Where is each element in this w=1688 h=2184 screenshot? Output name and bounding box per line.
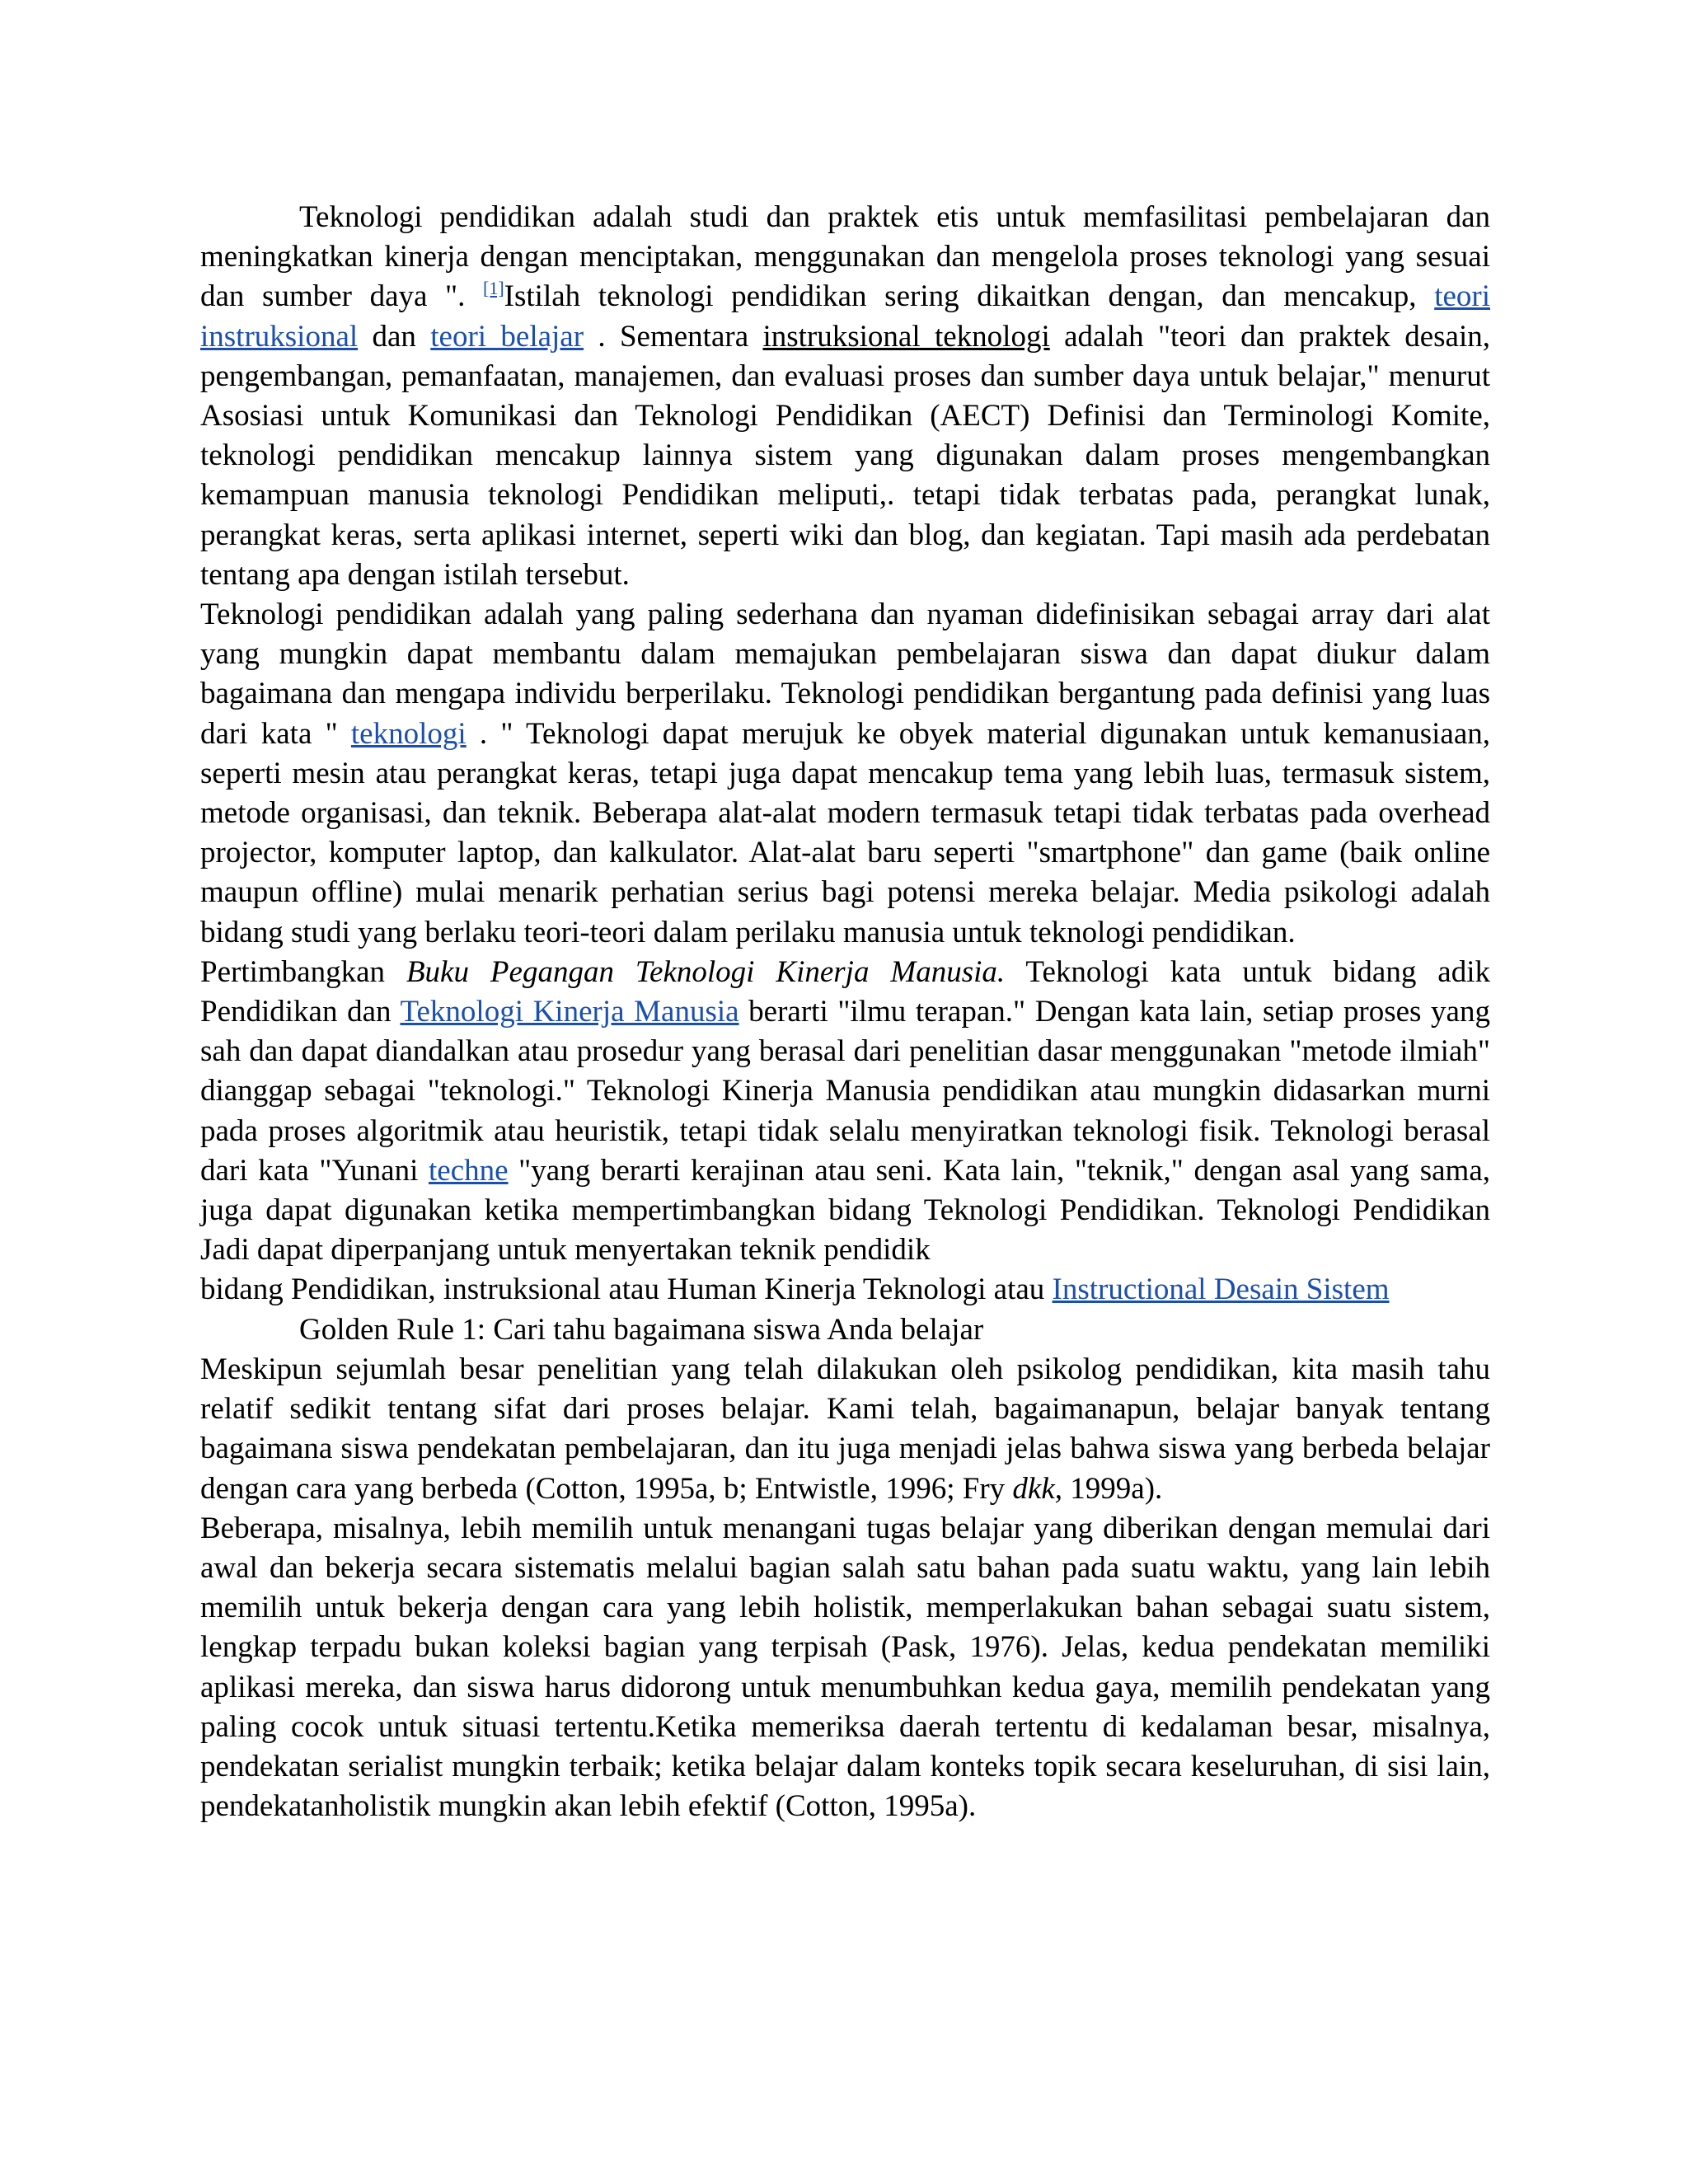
paragraph-text: dan — [358, 319, 431, 354]
paragraph-learning — [200, 1350, 1490, 1509]
paragraph-text: bidang Pendidikan, instruksional atau Human Kinerja Teknologi atau — [200, 1272, 1053, 1307]
link-teori-instruksional[interactable]: teori instruksional — [200, 279, 1490, 354]
paragraph-text: Pertimbangkan — [200, 954, 406, 989]
paragraph-text: Meskipun sejumlah besar penelitian yang telah dilakukan oleh psikolog pendidikan, kita masih tahu relatif sedikit tentang sifat dari proses belajar. Kami telah, bagaimanapun, belajar banyak tentang bagaimana siswa pendekatan pembelajaran, dan itu juga menjadi jelas bahwa siswa yang berbeda belajar dengan cara yang berbeda (Cotton, 1995a, b; Entwistle, 1996; Fry — [200, 1352, 1490, 1506]
document-body — [200, 198, 1490, 1826]
paragraph-definition — [200, 198, 1490, 595]
paragraph-text: 1999a). — [1062, 1471, 1163, 1506]
paragraph-approaches — [200, 1509, 1490, 1827]
underlined-term: instruksional teknologi — [762, 319, 1050, 354]
paragraph-text: . " Teknologi dapat merujuk ke obyek material digunakan untuk kemanusiaan, seperti mesin atau perangkat keras, tetapi juga dapat mencakup tema yang lebih luas, termasuk sistem, metode organisasi, dan teknik. Beberapa alat-alat modern termasuk tetapi tidak terbatas pada overhead projector, komputer laptop, dan kalkulator. Alat-alat baru seperti "smartphone" dan game (baik online maupun offline) mulai menarik perhatian serius bagi potensi mereka belajar. Media psikologi adalah bidang studi yang berlaku teori-teori dalam perilaku manusia untuk teknologi pendidikan. — [200, 716, 1490, 949]
link-instructional-desain-sistem[interactable]: Instructional Desain Sistem — [1052, 1272, 1390, 1307]
book-title: Buku Pegangan Teknologi Kinerja Manusia. — [406, 954, 1006, 989]
link-techne[interactable]: techne — [429, 1153, 509, 1188]
paragraph-text: Teknologi kata untuk bidang adik Pendidikan dan — [200, 954, 1490, 1029]
paragraph-text: Teknologi pendidikan adalah studi dan praktek etis untuk memfasilitasi pembelajaran dan meningkatkan kinerja dengan menciptakan, menggunakan dan mengelola proses teknologi yang sesuai dan sumber daya ". — [200, 200, 1490, 314]
footnote-ref — [483, 278, 504, 298]
paragraph-text: "yang berarti kerajinan atau seni. Kata lain, "teknik," dengan asal yang sama, juga dapat digunakan ketika mempertimbangkan bidang Teknologi Pendidikan. Teknologi Pendidikan Jadi dapat diperpanjang untuk menyertakan teknik pendidik — [200, 1153, 1490, 1268]
italic-abbrev: dkk, — [1012, 1471, 1063, 1506]
paragraph-field — [200, 1270, 1490, 1310]
paragraph-text: Teknologi pendidikan adalah yang paling sederhana dan nyaman didefinisikan sebagai array dari alat yang mungkin dapat membantu dalam memajukan pembelajaran siswa dan dapat diukur dalam bagaimana dan mengapa individu berperilaku. Teknologi pendidikan bergantung pada definisi yang luas dari kata " — [200, 598, 1490, 751]
link-teknologi-kinerja-manusia[interactable]: Teknologi Kinerja Manusia — [400, 995, 739, 1029]
paragraph-tools — [200, 595, 1490, 953]
paragraph-text: adalah "teori dan praktek desain, pengembangan, pemanfaatan, manajemen, dan evaluasi proses dan sumber daya untuk belajar," menurut Asosiasi untuk Komunikasi dan Teknologi Pendidikan (AECT) Definisi dan Terminologi Komite, teknologi pendidikan mencakup lainnya sistem yang digunakan dalam proses mengembangkan kemampuan manusia teknologi Pendidikan meliputi,. tetapi tidak terbatas pada, perangkat lunak, perangkat keras, serta aplikasi internet, seperti wiki dan blog, dan kegiatan. Tapi masih ada perdebatan tentang apa dengan istilah tersebut. — [200, 319, 1490, 592]
footnote-link[interactable]: [1] — [483, 278, 504, 299]
link-teknologi[interactable]: teknologi — [350, 716, 467, 751]
paragraph-handbook — [200, 953, 1490, 1271]
paragraph-text: berarti "ilmu terapan." Dengan kata lain, setiap proses yang sah dan dapat diandalkan atau prosedur yang berasal dari penelitian dasar menggunakan "metode ilmiah" dianggap sebagai "teknologi." Teknologi Kinerja Manusia pendidikan atau mungkin didasarkan murni pada proses algoritmik atau heuristik, tetapi tidak selalu menyiratkan teknologi fisik. Teknologi berasal dari kata "Yunani — [200, 995, 1490, 1188]
paragraph-text: Istilah teknologi pendidikan sering dikaitkan dengan, dan mencakup, — [504, 279, 1435, 314]
paragraph-text: . Sementara — [584, 319, 763, 354]
link-teori-belajar[interactable]: teori belajar — [430, 319, 584, 354]
paragraph-text: Beberapa, misalnya, lebih memilih untuk menangani tugas belajar yang diberikan dengan memulai dari awal dan bekerja secara sistematis melalui bagian salah satu bahan pada suatu waktu, yang lain lebih memilih untuk bekerja dengan cara yang lebih holistik, memperlakukan bahan sebagai suatu sistem, lengkap terpadu bukan koleksi bagian yang terpisah (Pask, 1976). Jelas, kedua pendekatan memiliki aplikasi mereka, dan siswa harus didorong untuk menumbuhkan kedua gaya, memilih pendekatan yang paling cocok untuk situasi tertentu.Ketika memeriksa daerah tertentu di kedalaman besar, misalnya, pendekatan serialist mungkin terbaik; ketika belajar dalam konteks topik secara keseluruhan, di sisi lain, pendekatanholistik mungkin akan lebih efektif (Cotton, 1995a). — [200, 1511, 1490, 1824]
section-heading: Golden Rule 1: Cari tahu bagaimana siswa Anda belajar — [299, 1312, 984, 1347]
